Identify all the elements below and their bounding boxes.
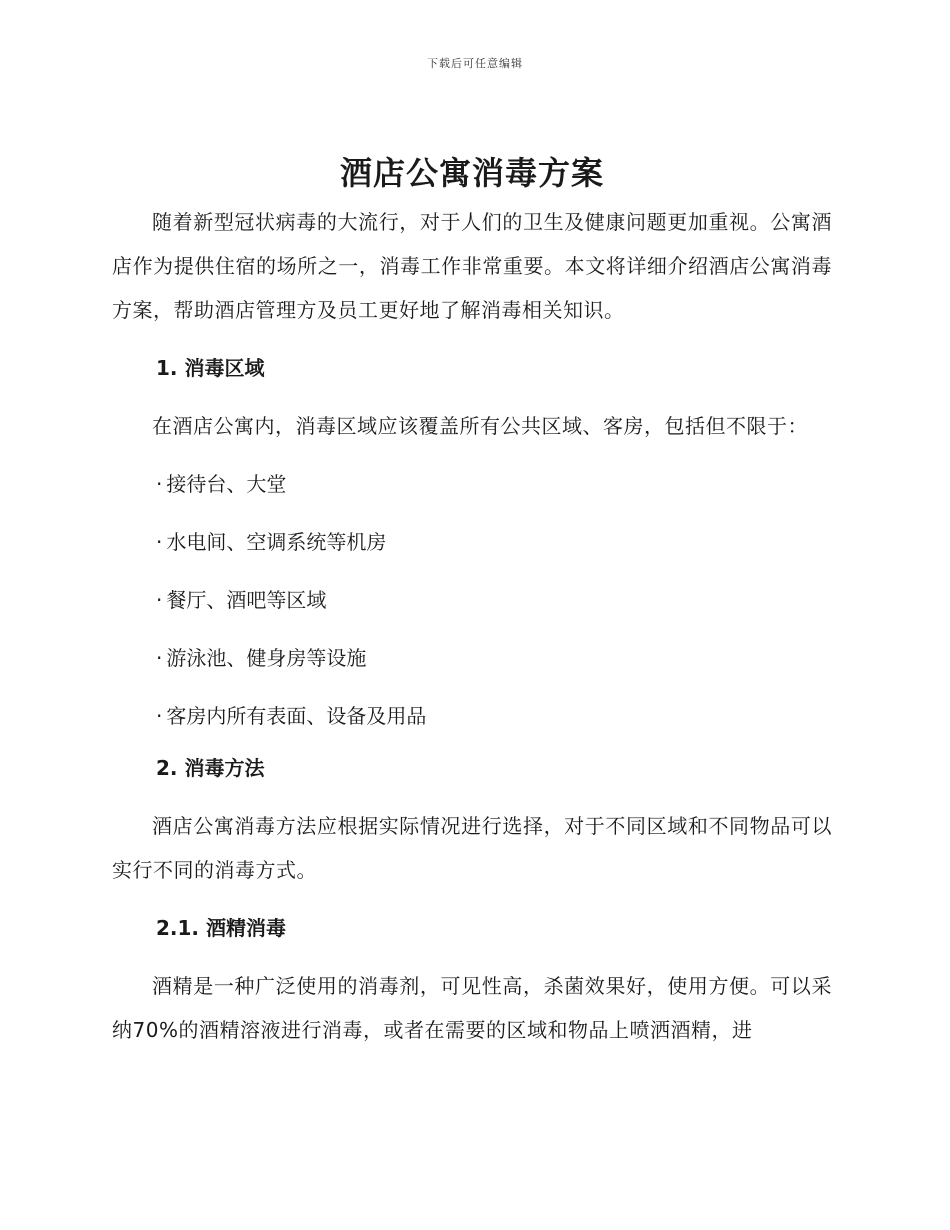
list-item-text: 接待台、大堂 [166, 472, 287, 496]
section-heading-1: 1. 消毒区域 [156, 356, 265, 380]
section-1-paragraph: 在酒店公寓内，消毒区域应该覆盖所有公共区域、客房，包括但不限于： [152, 414, 808, 438]
section-2-paragraph: 酒店公寓消毒方法应根据实际情况进行选择，对于不同区域和不同物品可以实行不同的消毒方式。 [112, 814, 832, 882]
intro-paragraph: 随着新型冠状病毒的大流行，对于人们的卫生及健康问题更加重视。公寓酒店作为提供住宿的场所之一，消毒工作非常重要。本文将详细介绍酒店公寓消毒方案，帮助酒店管理方及员工更好地了解消毒相关知识。 [112, 210, 832, 322]
list-item-text: 餐厅、酒吧等区域 [166, 588, 327, 612]
list-item [112, 644, 832, 672]
list-item-text: 游泳池、健身房等设施 [166, 646, 367, 670]
header-note: 下载后可任意编辑 [427, 57, 523, 70]
bullet-mark: · [156, 530, 163, 554]
bullet-mark: · [156, 588, 163, 612]
section-2-1-paragraph: 酒精是一种广泛使用的消毒剂，可见性高，杀菌效果好，使用方便。可以采纳70%的酒精溶液进行消毒，或者在需要的区域和物品上喷洒酒精，进 [112, 974, 832, 1042]
list-item [112, 470, 832, 498]
document-body [112, 148, 832, 1052]
bullet-mark: · [156, 704, 163, 728]
list-item-text: 客房内所有表面、设备及用品 [166, 704, 427, 728]
document-title: 酒店公寓消毒方案 [339, 154, 604, 192]
list-item [112, 702, 832, 730]
list-item [112, 586, 832, 614]
section-heading-2-1: 2.1. 酒精消毒 [156, 916, 286, 940]
bullet-mark: · [156, 646, 163, 670]
bullet-mark: · [156, 472, 163, 496]
section-heading-2: 2. 消毒方法 [156, 756, 265, 780]
list-item-text: 水电间、空调系统等机房 [166, 530, 387, 554]
list-item [112, 528, 832, 556]
disinfection-area-list [112, 470, 832, 730]
